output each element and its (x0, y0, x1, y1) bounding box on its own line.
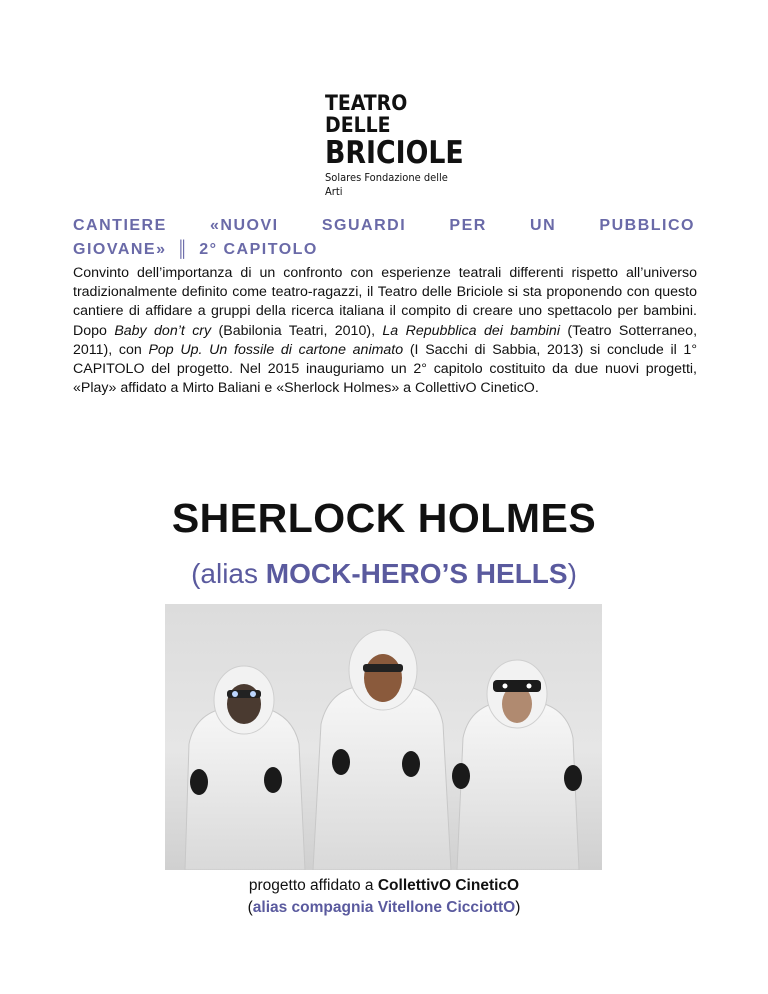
caption-company: CollettivO CineticO (377, 877, 520, 894)
performer-center (313, 630, 451, 870)
intro-title-italic: Baby don’t cry (114, 322, 212, 339)
intro-title-italic: La Repubblica dei bambini (382, 322, 560, 339)
intro-text: (I Sacchi di Sabbia, 2013) si conclude il 1° CAPITOLO del progetto. Nel 2015 inauguriamo un 2° capitolo costituito da due nuovi progetti, «Play» affidato a Mirto Baliani e «Sherlock Holmes» a CollettivO CineticO. (73, 341, 698, 397)
title-word: SGUARDI (321, 217, 407, 234)
title-chapter: 2° CAPITOLO (199, 241, 318, 258)
intro-paragraph (73, 264, 697, 398)
title-word: PUBBLICO (599, 217, 695, 234)
caption-line-2 (0, 897, 768, 919)
intro-text: (Babilonia Teatri, 2010), (211, 322, 383, 339)
title-word: CANTIERE (73, 217, 167, 234)
show-title: SHERLOCK HOLMES (171, 495, 597, 541)
alias-open: (alias (191, 558, 266, 589)
intro-text: (Teatro Sotterraneo, 2011), con (73, 322, 698, 358)
caption-paren-open: ( (247, 899, 253, 916)
section-title (73, 214, 695, 262)
photo-caption (0, 875, 768, 919)
performers-illustration (165, 604, 602, 870)
intro-text: Convinto dell’importanza di un confronto con esperienze teatrali differenti rispetto all’universo tradizionalmente definito come teatro-ragazzi, il Teatro delle Briciole si sta proponendo con questo cantiere di affidare a gruppi della ricerca italiana il compito di creare uno spettacolo per bambini. Dopo (73, 265, 697, 339)
caption-prefix: progetto affidato a (248, 877, 378, 894)
section-title-row-2 (73, 238, 695, 262)
caption-alias: alias compagnia Vitellone CicciottO (252, 899, 516, 916)
title-separator: ║ (176, 241, 190, 258)
caption-line-1 (0, 875, 768, 897)
section-title-row-1 (73, 214, 695, 238)
title-word: GIOVANE» (73, 241, 167, 258)
title-word: PER (449, 217, 487, 234)
performer-left (185, 666, 305, 870)
logo-line-2: BRICIOLE (325, 135, 464, 171)
alias-close: ) (567, 558, 577, 589)
intro-title-italic: Pop Up. Un fossile di cartone animato (148, 341, 404, 358)
show-alias (0, 558, 768, 590)
performers-photo (165, 604, 602, 870)
performer-right (452, 660, 582, 870)
logo-line-3: Solares Fondazione delle Arti (325, 171, 448, 198)
logo-line-1: TEATRO DELLE (325, 91, 408, 137)
teatro-briciole-logo (325, 92, 465, 199)
title-word: «NUOVI (210, 217, 279, 234)
caption-paren-close: ) (515, 899, 521, 916)
alias-name: MOCK-HERO’S HELLS (265, 558, 568, 589)
title-word: UN (530, 217, 557, 234)
